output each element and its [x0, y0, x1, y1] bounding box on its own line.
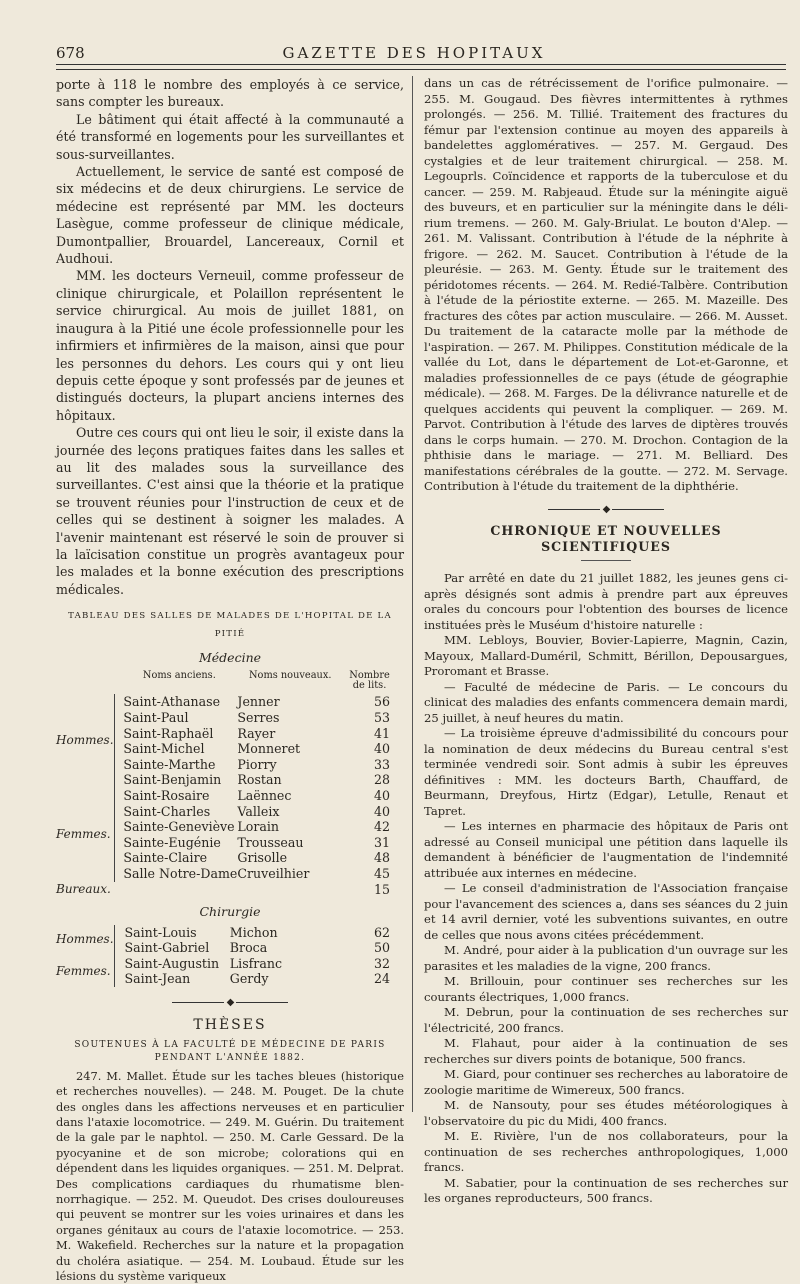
new-name: Michon [229, 924, 278, 940]
table-row [56, 956, 396, 972]
brace [114, 788, 121, 882]
bed-count: 28 [373, 772, 390, 788]
theses-list-continued: dans un cas de rétrécissement de l'orifice pulmonaire. — 255. M. Gougaud. Des fièvres intermittentes à rythmes prolongés. — 256. M. Tillié. Traitement des fractures du fémur par l'extension continue au moyen des appareils à bandelettes agglomératives. — 257. M. Gergaud. Des cystalgies et de leur traitement chirurgical. — 258. M. Legouprls. Coïncidence et rapports de la tuberculose et du cancer. — 259. M. Rabjeaud. Étude sur la méningite aiguë des buveurs, et en particulier sur la méningite dans le délirium tremens. — 260. M. Galy-Briulat. Le bouton d'Alep. — 261. M. Valissant. Contribution à l'étude de la néphrite à frigore. — 262. M. Saucet. Contribution à l'étude de la pleurésie. — 263. M. Genty. Étude sur le traitement des péridotomes récents. — 264. M. Redié-Talbère. Contribution à l'étude de la périostite externe. — 265. M. Mazeille. Des fractures des côtes par action musculaire. — 266. M. Ausset. Du traitement de la cataracte molle par la méthode de l'aspiration. — 267. M. Philippes. Constitution médicale de la vallée du Lot, dans le département de Lot-et-Garonne, et maladies professionnelles de ce pays (étude de géographie médicale). — 268. M. Farges. De la délivrance naturelle et de quelques accidents qui peuvent la compliquer. — 269. M. Parvot. Contribution à l'étude des larves de diptères trouvés dans le corps humain. — 270. M. Drochon. Contagion de la phthisie dans le mariage. — 271. M. Belliard. Des manifestations cérébrales de la goutte. — 272. M. Servage. Contribution à l'étude du traitement de la diphthérie. [424, 76, 788, 493]
old-name: Saint-Gabriel [124, 940, 210, 956]
bed-count: 53 [373, 710, 390, 725]
table-row-bureaux [56, 882, 396, 898]
old-name: Saint-Benjamin [123, 772, 222, 788]
table-row [56, 925, 396, 941]
chronique-heading: CHRONIQUE ET NOUVELLES SCIENTIFIQUES [490, 523, 722, 554]
chirurgie-femmes-group [56, 956, 396, 987]
brace [114, 694, 121, 788]
intro-paragraph: MM. les docteurs Verneuil, comme professeur de clinique chirurgicale, et Polaillon représentent le service chirurgical. Au mois de juillet 1881, on inaugura à la Pitié une école professionnelle pour les infirmiers et infirmières de la maison, ainsi que pour les personnes du dehors. Les cours qui y ont lieu depuis cette époque y sont professés par de jeunes et distingués docteurs, la plupart anciens internes des hôpitaux. [56, 268, 404, 423]
new-name: Valleix [237, 803, 280, 819]
theses-subheading: SOUTENUES À LA FACULTÉ DE MÉDECINE DE PARIS PENDANT L'ANNÉE 1882. [74, 1039, 386, 1063]
news-paragraph: M. André, pour aider à la publication d'un ouvrage sur les parasites et les maladies de la vigne, 200 francs. [424, 943, 788, 973]
news-paragraph: — Le conseil d'administration de l'Association française pour l'avancement des sciences a, dans ses séances du 2 juin et 14 avril dernier, voté les subventions suivantes, en outre de celles que nous avons citées précédemment. [424, 881, 788, 942]
col-header-new-names: Noms nouveaux. [248, 670, 332, 682]
new-name: Cruveilhier [237, 865, 310, 881]
group-label-hommes: Hommes. [56, 733, 114, 748]
news-paragraph: — Les internes en pharmacie des hôpitaux de Paris ont adressé au Conseil municipal une pétition dans laquelle ils demandent à bénéficier de l'augmentation de l'indemnité attribuée aux internes en médecine. [424, 819, 788, 880]
hospital-wards-table [56, 670, 396, 897]
old-name: Saint-Charles [123, 803, 211, 819]
chirurgie-heading: Chirurgie [199, 904, 261, 920]
new-name: Trousseau [237, 834, 304, 850]
old-name: Sainte-Marthe [123, 756, 216, 772]
medecine-femmes-group [56, 788, 396, 882]
header-rule-secondary [56, 69, 786, 70]
left-column [56, 76, 404, 1284]
news-paragraph: M. Debrun, pour la continuation de ses recherches sur l'électricité, 200 francs. [424, 1005, 788, 1035]
news-paragraph: M. Sabatier, pour la continuation de ses recherches sur les organes reproducteurs, 500 francs. [424, 1175, 788, 1205]
chirurgie-hommes-group [56, 925, 396, 956]
surgery-wards-table [56, 925, 396, 987]
brace [114, 925, 122, 956]
news-paragraph: M. Brillouin, pour continuer ses recherches sur les courants électriques, 1,000 francs. [424, 974, 788, 1004]
table-row [56, 788, 396, 804]
table-title: TABLEAU DES SALLES DE MALADES DE L'HOPITAL DE LA PITIÉ [68, 611, 392, 639]
old-name: Saint-Augustin [124, 955, 220, 971]
medecine-heading: Médecine [198, 650, 262, 665]
bed-count: 40 [373, 787, 390, 803]
bed-count: 42 [373, 819, 390, 835]
old-name: Sainte-Eugénie [123, 834, 221, 850]
col-header-old-names: Noms anciens. [142, 670, 216, 682]
old-name: Salle Notre-Dame [123, 865, 238, 881]
brace [114, 956, 122, 987]
new-name: Piorry [237, 756, 277, 772]
old-name: Saint-Michel [123, 741, 205, 757]
new-name: Lisfranc [229, 955, 283, 971]
new-name: Gerdy [229, 971, 269, 987]
bed-count: 32 [373, 955, 390, 971]
bed-count: 40 [373, 741, 390, 757]
intro-paragraph: Le bâtiment qui était affecté à la communauté a été transformé en logements pour les surveillantes et sous-surveillantes. [56, 111, 404, 162]
header-rule [56, 64, 786, 65]
old-name: Saint-Louis [124, 924, 197, 940]
medecine-hommes-group [56, 694, 396, 788]
old-name: Saint-Rosaire [123, 787, 210, 803]
news-paragraph: — Faculté de médecine de Paris. — Le concours du clinicat des maladies des enfants commencera demain mardi, 25 juillet, à neuf heures du matin. [424, 679, 788, 725]
old-name: Saint-Jean [124, 971, 191, 987]
bed-count: 62 [373, 924, 390, 940]
old-name: Sainte-Claire [123, 850, 208, 866]
ornament-divider: ◆ [56, 994, 404, 1011]
new-name: Monneret [237, 741, 301, 757]
bed-count: 56 [373, 694, 390, 710]
bed-count: 15 [373, 881, 390, 897]
new-name: Lorain [237, 819, 280, 835]
news-paragraph: M. Giard, pour continuer ses recherches au laboratoire de zoologie maritime de Wimereux, 500 francs. [424, 1067, 788, 1097]
bed-count: 40 [373, 803, 390, 819]
old-name: Saint-Raphaël [123, 725, 214, 741]
bed-count: 45 [373, 865, 390, 881]
right-column [424, 76, 788, 1207]
table-row [56, 694, 396, 710]
intro-paragraph: Outre ces cours qui ont lieu le soir, il existe dans la journée des leçons pratiques faites dans les salles et au lit des malades sous la surveillance des surveillantes. C'est ainsi que la théorie et la pratique se trouvent réunies pour l'instruction de ceux et de celles qui se destinent à soigner les malades. A l'avenir maintenant est réservé le soin de prouver si la laïcisation constitue un progrès avantageux pour les malades et la bonne exécution des prescriptions médicales. [56, 425, 404, 597]
theses-heading: THÈSES [193, 1017, 267, 1034]
news-paragraph: M. de Nansouty, pour ses études météorologiques à l'observatoire du pic du Midi, 400 francs. [424, 1098, 788, 1128]
new-name: Serres [237, 710, 280, 725]
old-name: Sainte-Geneviève [123, 819, 235, 835]
news-paragraph: M. E. Rivière, l'un de nos collaborateurs, pour la continuation de ses recherches anthropologiques, 1,000 francs. [424, 1129, 788, 1174]
news-paragraph: Par arrêté en date du 21 juillet 1882, les jeunes gens ci-après désignés sont admis à prendre part aux épreuves orales du concours pour l'obtention des bourses de licence instituées près le Muséum d'histoire naturelle : [424, 571, 788, 632]
group-label-femmes: Femmes. [56, 963, 111, 978]
new-name: Jenner [237, 694, 280, 710]
intro-paragraph: porte à 118 le nombre des employés à ce service, sans compter les bureaux. [56, 77, 404, 110]
new-name: Rayer [237, 725, 276, 741]
new-name: Laënnec [237, 787, 292, 803]
new-name: Grisolle [237, 850, 288, 866]
ornament-divider: ◆ [424, 502, 788, 518]
short-rule [581, 560, 631, 561]
new-name: Broca [229, 940, 268, 956]
journal-title: GAZETTE DES HOPITAUX [282, 44, 546, 62]
page-number: 678 [56, 44, 85, 62]
bed-count: 31 [373, 834, 390, 850]
news-paragraph: M. Flahaut, pour aider à la continuation de ses recherches sur divers points de botanique, 500 francs. [424, 1036, 788, 1066]
bed-count: 33 [373, 756, 390, 772]
group-label-hommes: Hommes. [56, 932, 114, 947]
news-paragraph: MM. Lebloys, Bouvier, Bovier-Lapierre, Magnin, Cazin, Mayoux, Mallard-Duméril, Schmitt, Bérillon, Depousargues, Proromant et Brasse. [424, 633, 788, 678]
bed-count: 50 [373, 940, 390, 956]
old-name: Saint-Athanase [123, 694, 221, 710]
intro-paragraph: Actuellement, le service de santé est composé de six médecins et de deux chirurgiens. Le service de médecine est représenté par MM. les docteurs Lasègue, comme professeur de clinique médicale, Dumontpallier, Brouardel, Lancereaux, Cornil et Audhoui. [56, 164, 404, 267]
column-divider [412, 76, 413, 1112]
group-label-bureaux: Bureaux. [56, 881, 111, 896]
bed-count: 24 [373, 971, 390, 987]
theses-list: 247. M. Mallet. Étude sur les taches bleues (historique et recherches nouvelles). — 248. M. Pouget. De la chute des ongles dans les affections nerveuses et en particulier dans l'ataxie locomotrice. — 249. M. Guérin. Du traitement de la gale par le naphtol. — 250. M. Carle Gessard. De la pyocyanine et de son microbe; colorations qui en dépendent dans les liquides organiques. — 251. M. Delprat. Des complications cardiaques du rhumatisme blennorrhagique. — 252. M. Queudot. Des crises douloureuses qui peuvent se montrer sur les voies urinaires et dans les organes génitaux au cours de l'ataxie locomotrice. — 253. M. Wakefield. Recherches sur la nature et la propagation du choléra asiatique. — 254. M. Loubaud. Étude sur les lésions du système variqueux [56, 1068, 404, 1283]
page-header [56, 40, 772, 62]
group-label-femmes: Femmes. [56, 826, 111, 841]
bed-count: 48 [373, 850, 390, 866]
old-name: Saint-Paul [123, 710, 189, 725]
news-paragraph: — La troisième épreuve d'admissibilité du concours pour la nomination de deux médecins du Bureau central s'est terminée vendredi soir. Sont admis à subir les épreuves définitives : MM. les docteurs Barth, Chauffard, de Beurmann, Dreyfous, Hirtz (Edgar), Letulle, Renaut et Tapret. [424, 726, 788, 818]
bed-count: 41 [373, 725, 390, 741]
col-header-beds: Nombre de lits. [349, 670, 390, 692]
new-name: Rostan [237, 772, 282, 788]
